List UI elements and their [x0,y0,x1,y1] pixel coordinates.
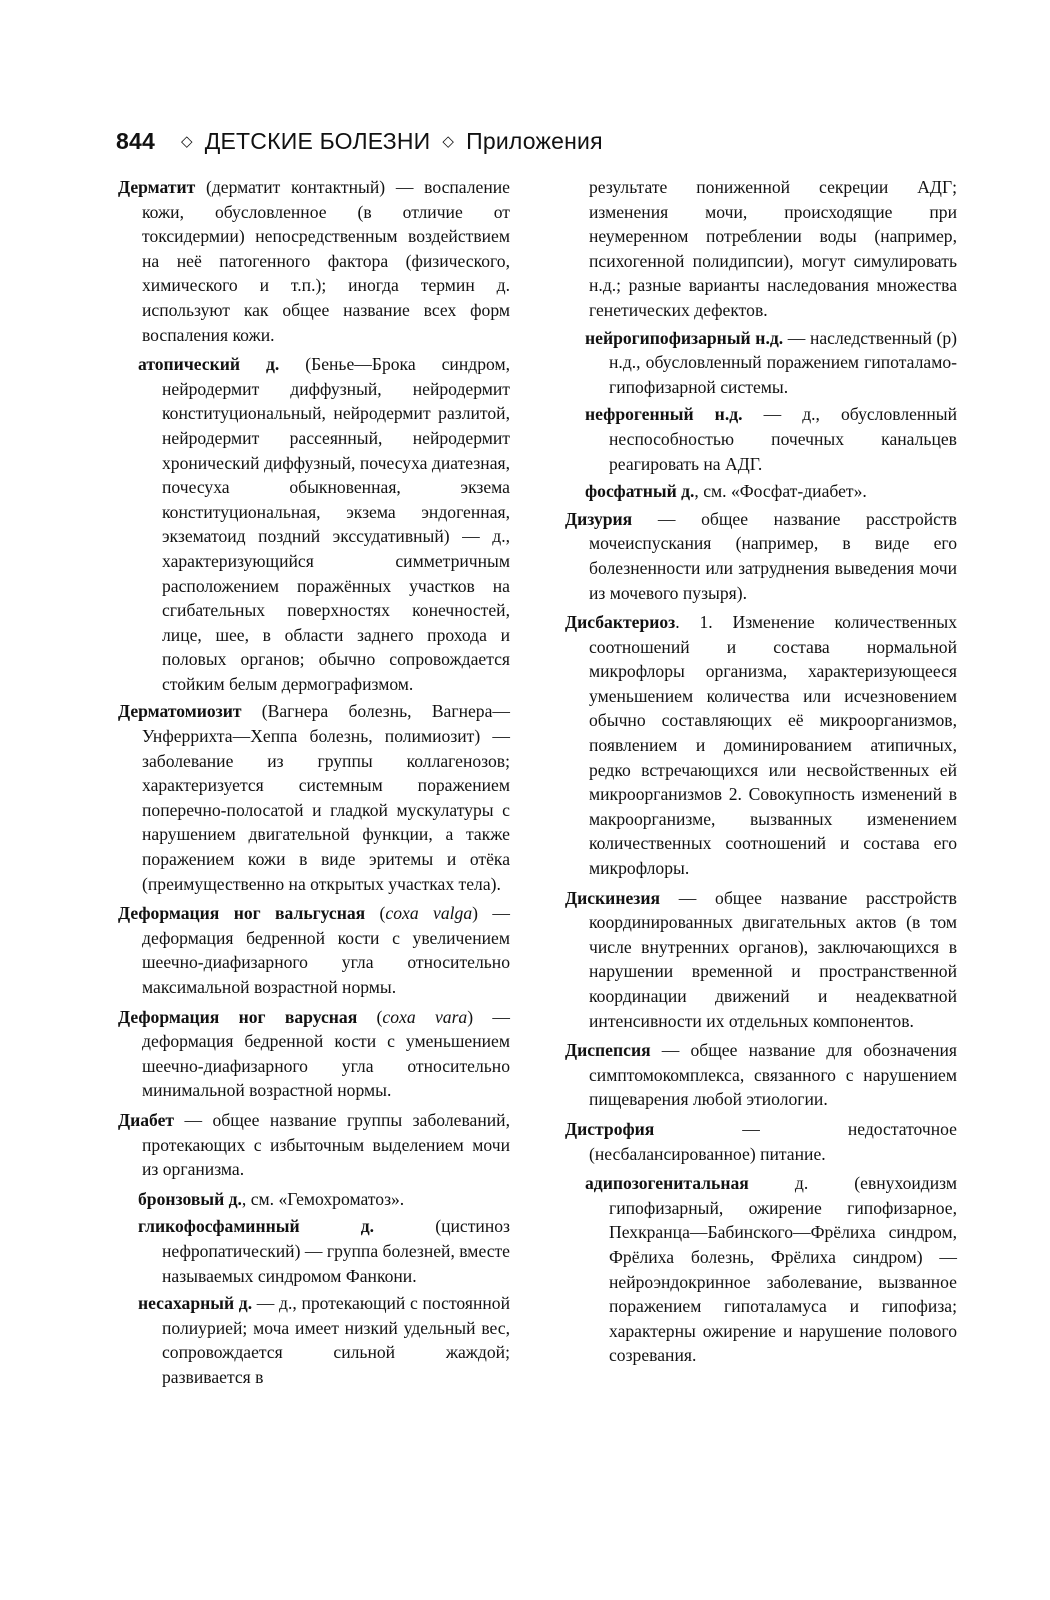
running-header [116,128,603,155]
dictionary-entry: Деформация ног вальгусная (coxa valga) — деформация бедренной кости с увеличением шеечно-диафизарного угла относительно максимальной возрастной нормы. [118,903,510,997]
dictionary-entry [118,1108,510,1182]
entry-headword: Дерматит [118,177,196,197]
entry-headword: Дистрофия [565,1118,655,1139]
entry-headword: Дисбактериоз [565,612,676,633]
subentry [565,479,957,504]
entry-definition: , см. «Фосфат-диабет». [694,481,867,502]
subentry [118,352,510,696]
entry-headword: Дискинезия [565,887,660,908]
entry-headword: бронзовый д. [138,1188,242,1209]
dictionary-entry [565,1117,957,1166]
right-column [565,175,957,1371]
entry-definition: — деформация бедренной кости с увеличением шеечно-диафизарного угла относительно максимальной возрастной нормы. [142,903,510,997]
page-number: 844 [116,128,155,154]
entry-headword: адипозогенитальная [585,1173,749,1194]
entry-definition: — общее название для обозначения симптомокомплекса, связанного с нарушением пищеварения любой этиологии. [589,1040,957,1110]
entry-headword: Диспепсия [565,1040,651,1061]
dictionary-entry [118,175,510,347]
subentry [118,1214,510,1288]
entry-definition: , см. «Гемохроматоз». [241,1188,405,1209]
left-column [118,175,510,1393]
entry-headword: нефрогенный н.д. [585,404,743,425]
subentry [565,402,957,476]
entry-definition: — наследственный (р) н.д., обусловленный поражением гипоталамо-гипофизарной системы. [609,327,957,397]
entry-definition: — деформация бедренной кости с уменьшением шеечно-диафизарного угла относительно минимальной возрастной нормы. [142,1006,510,1101]
diamond-separator-icon: ◇ [180,133,193,150]
dictionary-entry [565,610,957,881]
entry-definition: — д., обусловленный неспособностью почечных канальцев реагировать на АДГ. [609,404,957,474]
entry-definition: (дерматит контактный) — воспаление кожи, обусловленное (в отличие от токсидермии) непосредственным воздействием на неё патогенного фактора (физического, химического и т.п.); иногда термин д. используют как общее название всех форм воспаления кожи. [142,177,510,345]
entry-headword: фосфатный д. [585,481,695,502]
entry-definition: результате пониженной секреции АДГ; изменения мочи, происходящие при неумеренном потреблении воды (например, психогенной полидипсии), могут симулировать н.д.; разные варианты наследования множества генетических дефектов. [589,177,957,320]
entry-headword: несахарный д. [138,1293,253,1314]
entry-headword: атопический д. [138,354,280,375]
dictionary-entry [565,175,957,323]
entry-headword: Деформация ног вальгусная [118,903,366,924]
subentry [118,1291,510,1389]
entry-definition: — д., протекающий с постоянной полиурией; моча имеет низкий удельный вес, сопровождается сильной жаждой; развивается в [162,1293,510,1387]
subentry [565,326,957,400]
latin-term: coxa vara [382,1006,468,1027]
diamond-separator-icon: ◇ [442,133,455,150]
entry-headword: нейрогипофизарный н.д. [585,327,784,348]
subentry [565,1171,957,1368]
entry-headword: Дизурия [565,508,633,529]
dictionary-entry [565,507,957,605]
entry-definition: — общее название расстройств мочеиспускания (например, в виде его болезненности или затруднения выведения мочи из мочевого пузыря). [589,508,957,603]
entry-headword: Диабет [118,1109,175,1130]
entry-definition: (цистиноз нефропатический) — группа болезней, вместе называемых синдромом Фанкони. [162,1216,510,1286]
entry-definition: д. (евнухоидизм гипофизарный, ожирение гипофизарное, Пехкранца—Бабинского—Фрёлиха синдром, Фрёлиха болезнь, Фрёлиха синдром) — нейроэндокринное заболевание, вызванное поражением гипоталамуса и гипофиза; характерны ожирение и нарушение полового созревания. [609,1173,957,1366]
section-title: Приложения [466,128,603,154]
book-title: ДЕТСКИЕ БОЛЕЗНИ [204,128,431,154]
entry-headword: Деформация ног варусная [118,1006,358,1027]
entry-definition: — недостаточное (несбалансированное) питание. [589,1118,957,1164]
dictionary-entry: Деформация ног варусная (coxa vara) — деформация бедренной кости с уменьшением шеечно-диафизарного угла относительно минимальной возрастной нормы. [118,1006,510,1101]
dictionary-entry [118,699,510,896]
entry-definition: . 1. Изменение количественных соотношений и состава нормальной микрофлоры организма, характеризующееся уменьшением количества или исчезновением обычно составляющих её микроорганизмов, появлением и доминированием атипичных, редко встречающихся или несвойственных ей микроорганизмов 2. Совокупность изменений в макроорганизме, вызванных изменением количественных соотношений и состава его микрофлоры. [589,612,957,879]
dictionary-entry [565,886,957,1034]
entry-definition: (Бенье—Брока синдром, нейродермит диффузный, нейродермит конституциональный, нейродермит разлитой, нейродермит рассеянный, нейродермит хронический диффузный, почесуха диатезная, почесуха обыкновенная, экзема конституциональная, экзема эндогенная, экзематоид поздний экссудативный) — д., характеризующийся симметричным расположением поражённых участков на сгибательных поверхностях конечностей, лице, шее, в области заднего прохода и половых органов; обычно сопровождается стойким белым дермографизмом. [162,354,510,694]
entry-definition: — общее название расстройств координированных двигательных актов (в том числе внутренних органов), заключающихся в нарушении временной и пространственной координации движений и неадекватной интенсивности их отдельных компонентов. [589,887,957,1031]
entry-headword: гликофосфаминный д. [138,1216,375,1237]
entry-headword: Дерматомиозит [118,701,242,722]
latin-term: coxa valga [385,903,473,924]
entry-definition: — общее название группы заболеваний, протекающих с избыточным выделением мочи из организма. [142,1109,510,1180]
subentry [118,1187,510,1212]
dictionary-entry [565,1038,957,1112]
entry-definition: (Вагнера болезнь, Вагнера—Унферрихта—Хеппа болезнь, полимиозит) — заболевание из группы коллагенозов; характеризуется системным поражением поперечно-полосатой и гладкой мускулатуры с нарушением двигательной функции, а также поражением кожи в виде эритемы и отёка (преимущественно на открытых участках тела). [142,701,510,894]
